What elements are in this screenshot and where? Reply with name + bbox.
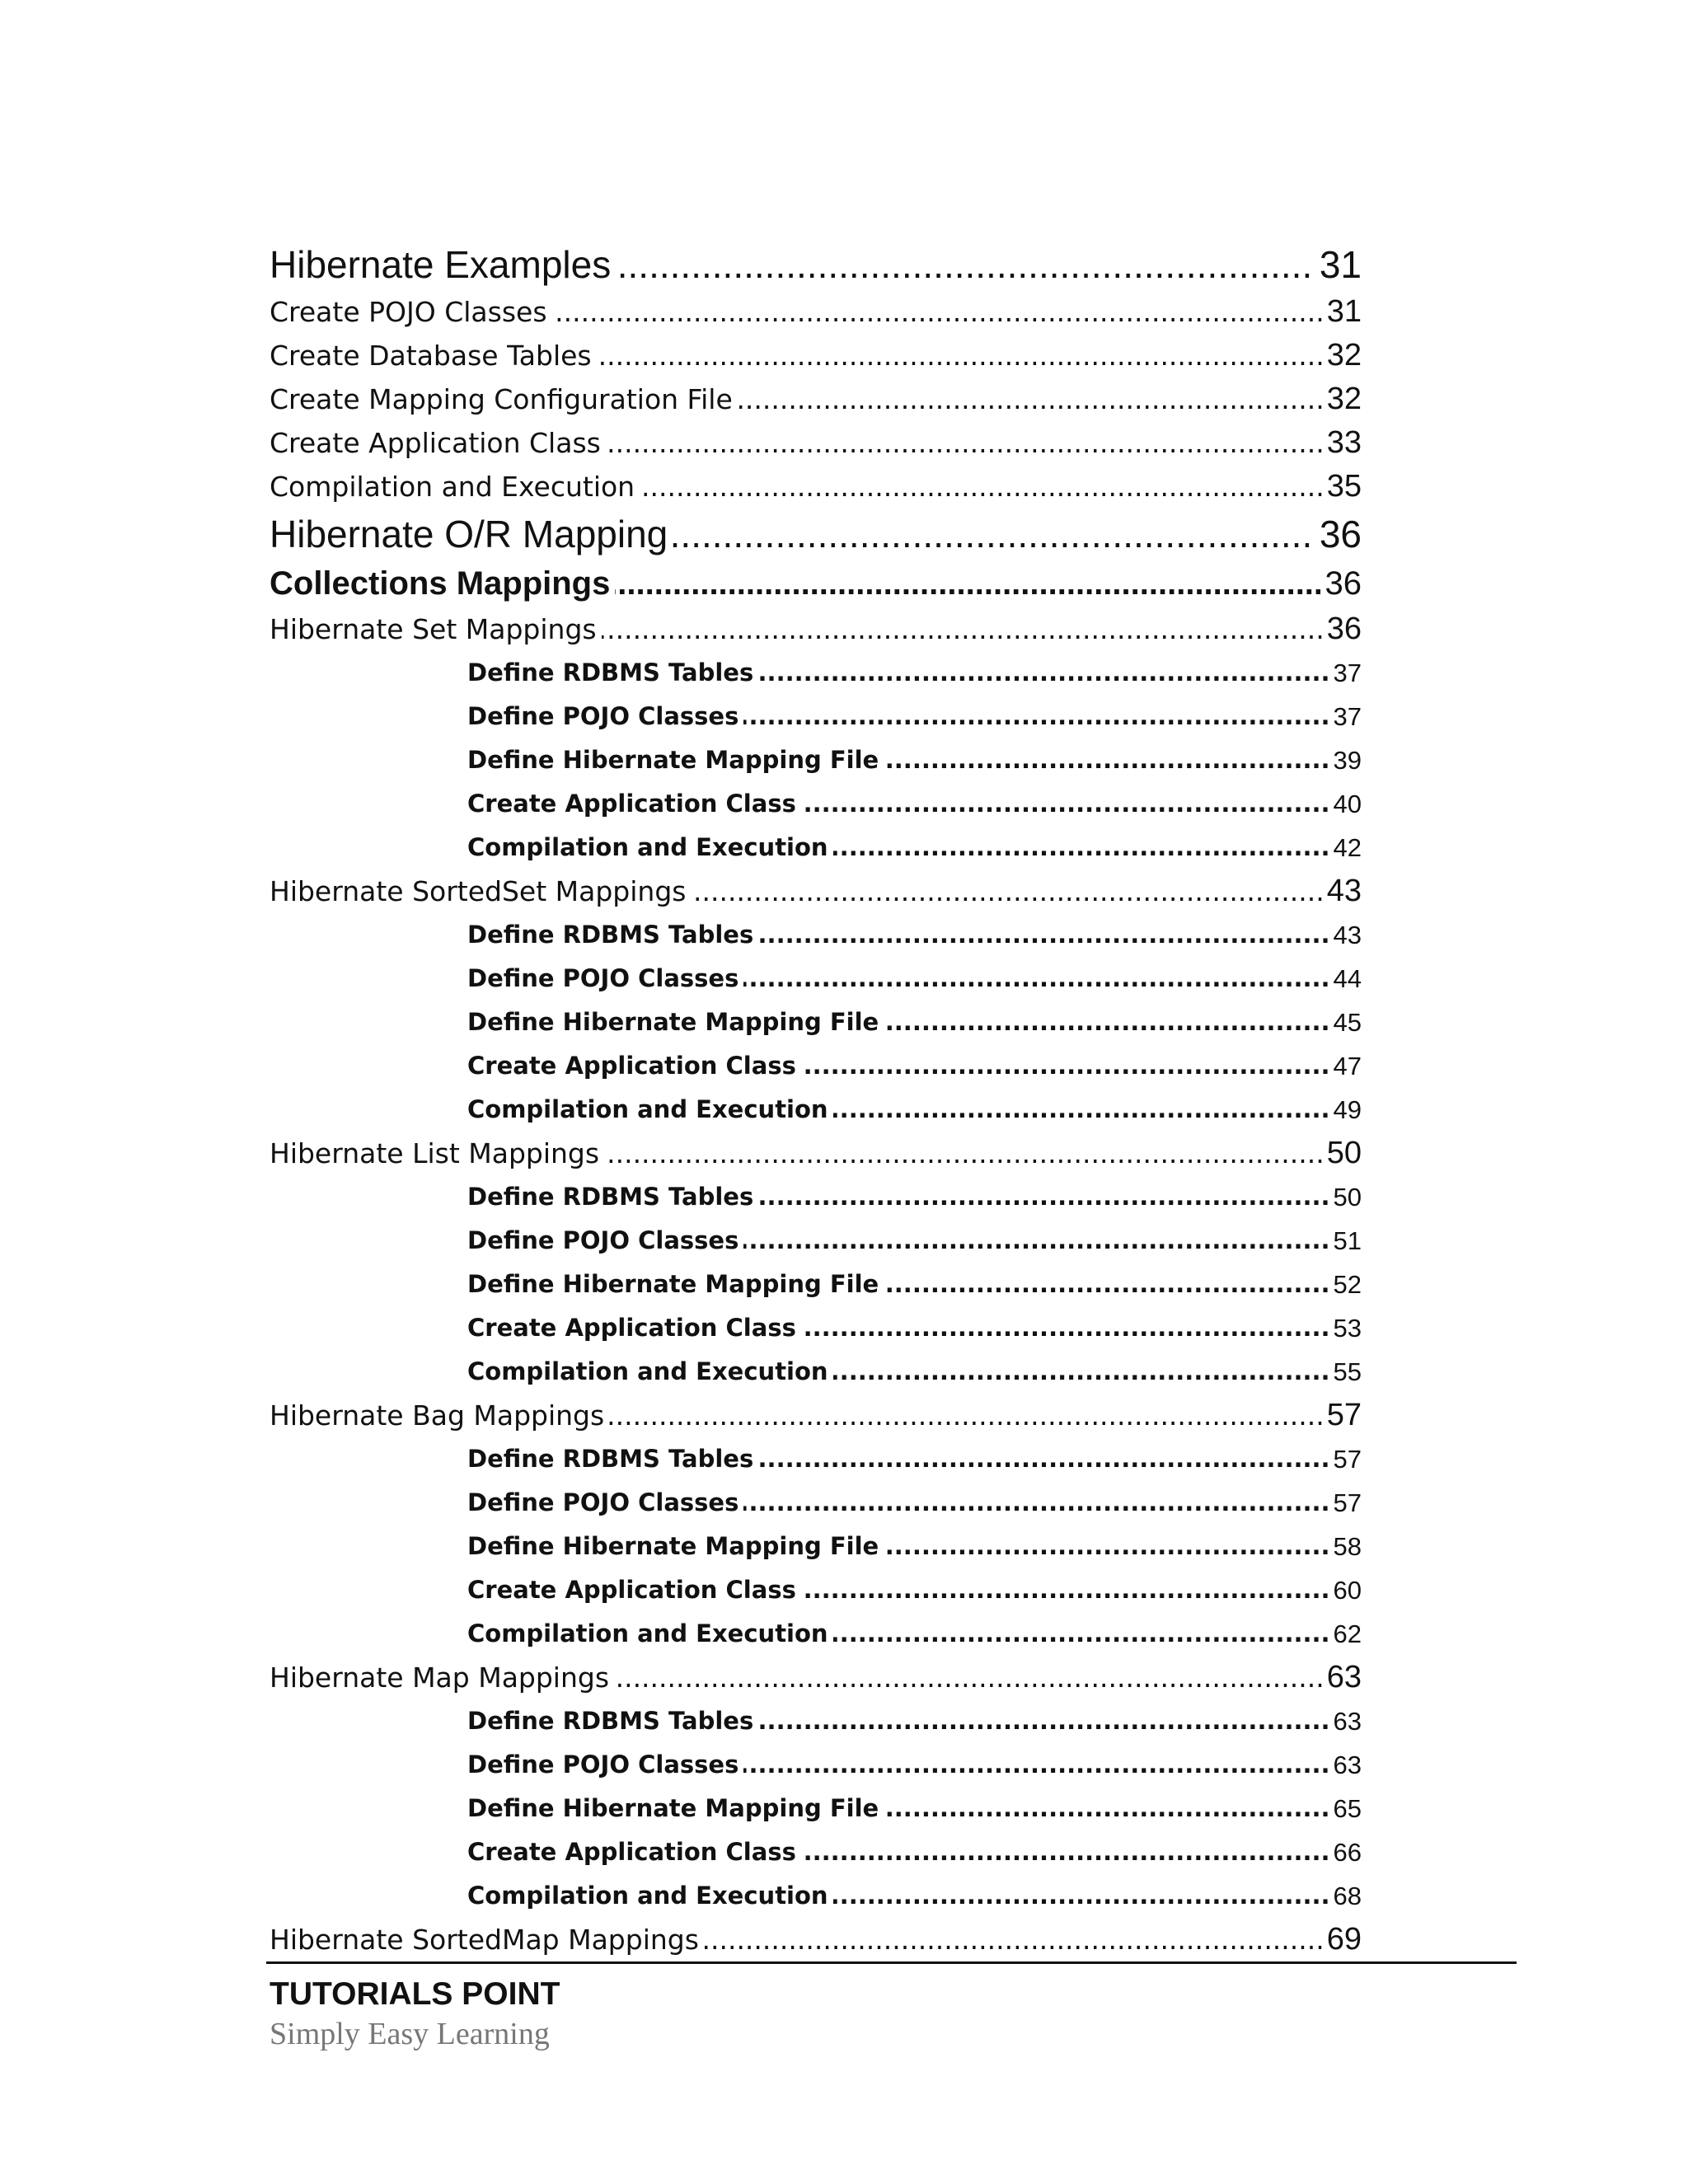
toc-entry[interactable] [270, 421, 1362, 465]
toc-entry-title: Compilation and Execution [467, 833, 833, 861]
toc-entry-page-number: 43 [1329, 913, 1362, 957]
toc-entry-page-number: 63 [1329, 1699, 1362, 1743]
toc-entry-title: Create POJO Classes [270, 296, 552, 328]
toc-entry[interactable] [270, 290, 1362, 334]
toc-entry-page-number: 50 [1329, 1175, 1362, 1219]
toc-entry-page-number: 36 [1315, 509, 1362, 560]
toc-entry[interactable] [270, 334, 1362, 377]
toc-entry[interactable] [270, 1044, 1362, 1088]
toc-entry-title: Compilation and Execution [270, 471, 640, 503]
toc-entry-page-number: 65 [1329, 1787, 1362, 1830]
toc-entry-page-number: 33 [1322, 421, 1362, 465]
toc-entry[interactable] [270, 913, 1362, 957]
toc-entry-page-number: 32 [1322, 334, 1362, 377]
toc-entry[interactable] [270, 1830, 1362, 1874]
toc-entry[interactable] [270, 957, 1362, 1001]
toc-entry-title: Create Application Class [467, 1314, 801, 1342]
toc-entry[interactable] [270, 1918, 1362, 1961]
toc-entry-title: Create Database Tables [270, 340, 597, 372]
toc-entry-title: Define Hibernate Mapping File [467, 1794, 884, 1822]
toc-entry[interactable] [270, 1743, 1362, 1787]
footer-brand: TUTORIALS POINT [270, 1976, 560, 2012]
toc-entry[interactable] [270, 1656, 1362, 1699]
toc-entry-title: Define Hibernate Mapping File [467, 1270, 884, 1298]
toc-entry-title: Define POJO Classes [467, 702, 743, 730]
toc-entry-title: Hibernate SortedSet Mappings [270, 875, 691, 907]
toc-entry-page-number: 37 [1329, 695, 1362, 738]
toc-entry-title: Define Hibernate Mapping File [467, 746, 884, 774]
toc-entry-page-number: 43 [1322, 869, 1362, 913]
toc-entry[interactable] [270, 1175, 1362, 1219]
toc-entry-title: Define POJO Classes [467, 964, 743, 992]
toc-entry-title: Create Mapping Configuration File [270, 383, 738, 415]
toc-entry[interactable] [270, 1699, 1362, 1743]
toc-entry-title: Compilation and Execution [467, 1882, 833, 1910]
toc-entry[interactable] [270, 869, 1362, 913]
toc-entry[interactable] [270, 1219, 1362, 1263]
toc-entry[interactable] [270, 1263, 1362, 1306]
toc-entry[interactable] [270, 826, 1362, 869]
toc-entry-page-number: 36 [1322, 607, 1362, 651]
toc-entry-page-number: 63 [1329, 1743, 1362, 1787]
toc-entry-page-number: 68 [1329, 1874, 1362, 1918]
toc-entry-title: Collections Mappings [270, 565, 615, 602]
toc-entry-title: Hibernate Set Mappings [270, 613, 602, 645]
toc-entry[interactable] [270, 560, 1362, 607]
toc-entry-title: Define POJO Classes [467, 1226, 743, 1254]
toc-entry[interactable] [270, 239, 1362, 290]
toc-entry-page-number: 58 [1329, 1525, 1362, 1568]
toc-entry-title: Define RDBMS Tables [467, 1707, 758, 1735]
toc-entry-title: Hibernate Bag Mappings [270, 1399, 609, 1432]
toc-entry-title: Define Hibernate Mapping File [467, 1008, 884, 1036]
toc-entry-page-number: 47 [1329, 1044, 1362, 1088]
toc-entry-title: Define RDBMS Tables [467, 921, 758, 949]
toc-entry-title: Define RDBMS Tables [467, 1183, 758, 1211]
toc-entry-page-number: 37 [1329, 651, 1362, 695]
toc-entry-page-number: 31 [1315, 239, 1362, 290]
toc-entry[interactable] [270, 1350, 1362, 1394]
toc-entry-page-number: 50 [1322, 1132, 1362, 1175]
toc-entry-title: Compilation and Execution [467, 1357, 833, 1385]
toc-entry-title: Hibernate SortedMap Mappings [270, 1924, 704, 1956]
toc-entry-title: Hibernate Examples [270, 243, 616, 286]
toc-entry-page-number: 60 [1329, 1568, 1362, 1612]
toc-entry-title: Compilation and Execution [467, 1095, 833, 1123]
toc-entry[interactable] [270, 738, 1362, 782]
toc-entry[interactable] [270, 695, 1362, 738]
toc-entry-page-number: 52 [1329, 1263, 1362, 1306]
toc-entry-page-number: 31 [1322, 290, 1362, 334]
toc-entry[interactable] [270, 1437, 1362, 1481]
toc-entry[interactable] [270, 607, 1362, 651]
toc-entry[interactable] [270, 1088, 1362, 1132]
toc-entry[interactable] [270, 465, 1362, 509]
toc-entry-page-number: 32 [1322, 377, 1362, 421]
toc-entry-page-number: 55 [1329, 1350, 1362, 1394]
toc-entry[interactable] [270, 651, 1362, 695]
toc-entry-page-number: 51 [1329, 1219, 1362, 1263]
toc-entry-title: Create Application Class [467, 1576, 801, 1604]
toc-entry[interactable] [270, 1874, 1362, 1918]
toc-entry-title: Create Application Class [467, 790, 801, 818]
toc-entry-page-number: 53 [1329, 1306, 1362, 1350]
toc-entry-title: Compilation and Execution [467, 1619, 833, 1647]
toc-entry[interactable] [270, 1394, 1362, 1437]
toc-entry-page-number: 36 [1320, 560, 1362, 607]
footer-divider [266, 1961, 1517, 1964]
toc-entry-title: Define POJO Classes [467, 1750, 743, 1779]
toc-entry-page-number: 57 [1329, 1481, 1362, 1525]
toc-entry[interactable] [270, 1001, 1362, 1044]
toc-entry-page-number: 45 [1329, 1001, 1362, 1044]
toc-entry[interactable] [270, 1787, 1362, 1830]
toc-entry-page-number: 35 [1322, 465, 1362, 509]
table-of-contents [270, 239, 1362, 1961]
toc-entry-title: Create Application Class [270, 427, 606, 459]
toc-entry-page-number: 40 [1329, 782, 1362, 826]
toc-entry-title: Define RDBMS Tables [467, 1445, 758, 1473]
toc-entry[interactable] [270, 782, 1362, 826]
toc-entry-title: Hibernate O/R Mapping [270, 513, 673, 555]
toc-entry-page-number: 63 [1322, 1656, 1362, 1699]
toc-entry-page-number: 39 [1329, 738, 1362, 782]
toc-entry-page-number: 66 [1329, 1830, 1362, 1874]
toc-entry-page-number: 49 [1329, 1088, 1362, 1132]
toc-entry[interactable] [270, 1568, 1362, 1612]
toc-entry-page-number: 57 [1322, 1394, 1362, 1437]
toc-entry-page-number: 69 [1322, 1918, 1362, 1961]
toc-entry-title: Hibernate List Mappings [270, 1137, 604, 1169]
toc-entry-page-number: 42 [1329, 826, 1362, 869]
toc-entry[interactable] [270, 1306, 1362, 1350]
toc-entry-title: Define RDBMS Tables [467, 658, 758, 687]
toc-entry[interactable] [270, 1612, 1362, 1656]
toc-entry[interactable] [270, 1132, 1362, 1175]
toc-entry-title: Define Hibernate Mapping File [467, 1532, 884, 1560]
toc-entry-title: Create Application Class [467, 1838, 801, 1866]
toc-entry[interactable] [270, 1481, 1362, 1525]
toc-entry-page-number: 62 [1329, 1612, 1362, 1656]
toc-entry-page-number: 57 [1329, 1437, 1362, 1481]
toc-entry-title: Create Application Class [467, 1052, 801, 1080]
footer-tagline: Simply Easy Learning [270, 2017, 550, 2051]
toc-entry[interactable] [270, 509, 1362, 560]
toc-entry[interactable] [270, 1525, 1362, 1568]
toc-entry-title: Hibernate Map Mappings [270, 1661, 614, 1694]
toc-entry-title: Define POJO Classes [467, 1488, 743, 1516]
toc-entry[interactable] [270, 377, 1362, 421]
toc-entry-page-number: 44 [1329, 957, 1362, 1001]
